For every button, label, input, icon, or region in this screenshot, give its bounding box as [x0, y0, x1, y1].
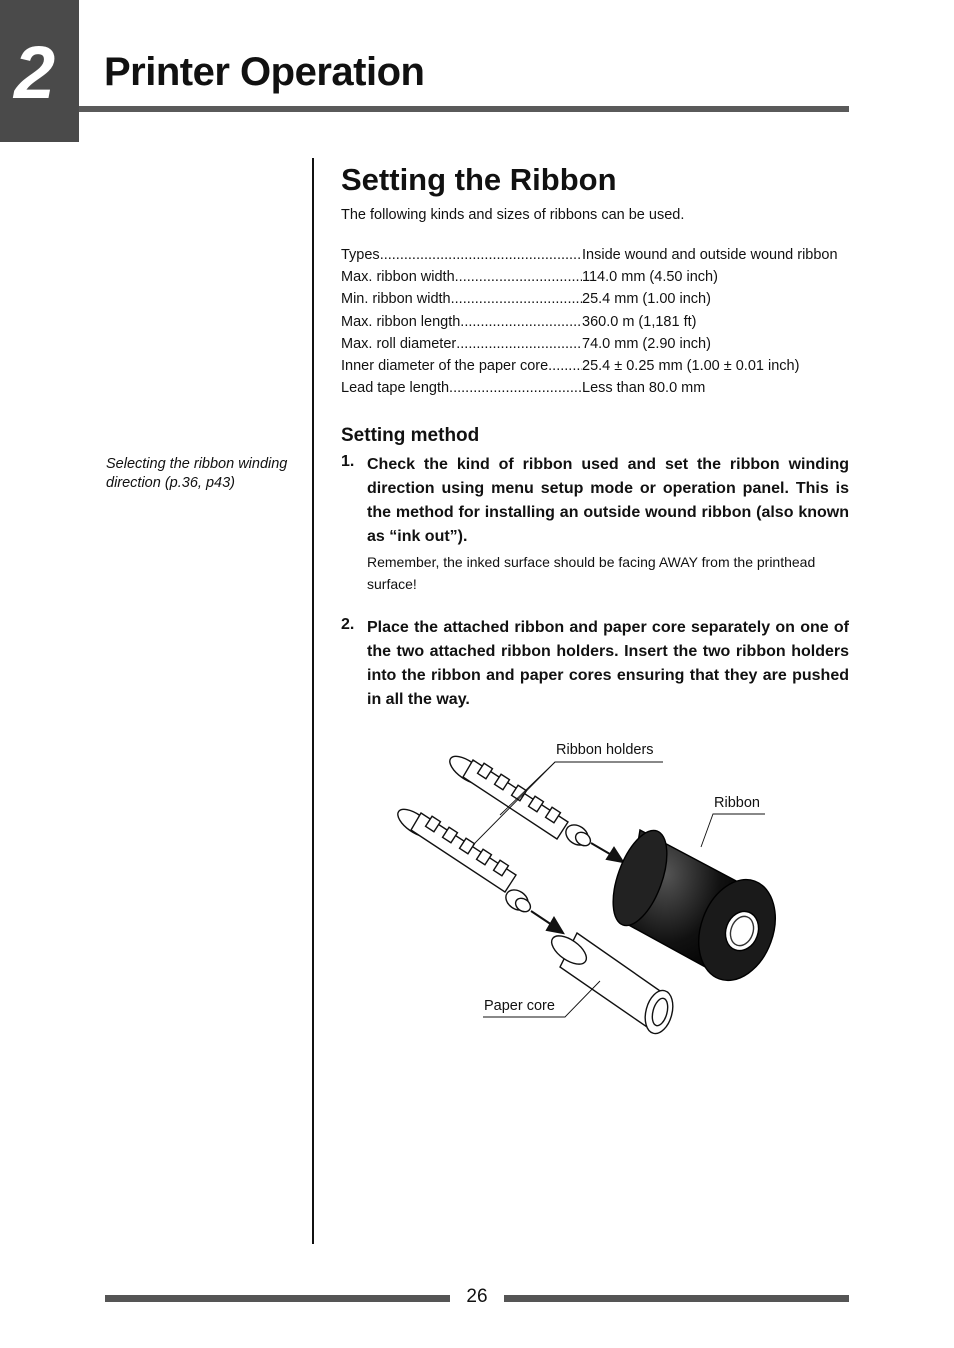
spec-value: 25.4 ± 0.25 mm (1.00 ± 0.01 inch) — [582, 357, 800, 374]
footer-rule-left — [105, 1295, 450, 1302]
sidebar-note: Selecting the ribbon winding direction (p.36, p43) — [106, 456, 288, 491]
label-ribbon: Ribbon — [714, 795, 760, 811]
step-text: Check the kind of ribbon used and set the ribbon winding direction using menu setup mode or operation panel. This is the method for installing an outside wound ribbon (also known as “ink out”). — [367, 456, 849, 545]
spec-row — [341, 311, 851, 333]
chapter-number: 2 — [14, 31, 56, 114]
section-intro: The following kinds and sizes of ribbons can be used. — [341, 207, 685, 223]
spec-row — [341, 266, 851, 288]
ribbon-roll — [602, 823, 788, 991]
paper-core — [547, 930, 677, 1036]
chapter-title-rule — [79, 106, 849, 112]
spec-label: Max. ribbon length — [341, 313, 461, 330]
insert-arrow-icon — [531, 843, 623, 933]
chapter-title: Printer Operation — [104, 50, 425, 94]
ribbon-installation-illustration — [385, 735, 825, 1055]
spec-value: Inside wound and outside wound ribbon — [582, 247, 838, 263]
footer-rule-right — [504, 1295, 849, 1302]
ribbon-holder-lower — [393, 804, 533, 914]
spec-row — [341, 355, 851, 377]
spec-label: Lead tape length — [341, 380, 450, 397]
step-1 — [341, 453, 849, 595]
section-title: Setting the Ribbon — [341, 162, 617, 197]
spec-value: 114.0 mm (4.50 inch) — [582, 269, 718, 286]
spec-value: 25.4 mm (1.00 inch) — [582, 291, 711, 308]
spec-value: Less than 80.0 mm — [582, 380, 706, 397]
spec-row — [341, 244, 851, 266]
spec-value: 74.0 mm (2.90 inch) — [582, 335, 711, 352]
spec-row — [341, 288, 851, 310]
label-ribbon-holders: Ribbon holders — [556, 742, 654, 758]
column-divider — [312, 158, 314, 1244]
spec-label: Inner diameter of the paper core — [341, 357, 549, 374]
step-number: 2. — [341, 616, 355, 633]
label-paper-core: Paper core — [484, 998, 555, 1014]
spec-label: Max. roll diameter — [341, 335, 457, 352]
spec-label: Max. ribbon width — [341, 269, 455, 286]
step-number: 1. — [341, 453, 355, 470]
spec-value: 360.0 m (1,181 ft) — [582, 313, 697, 330]
spec-label: Types — [341, 247, 380, 263]
ribbon-holder-upper — [445, 751, 593, 849]
spec-label: Min. ribbon width — [341, 291, 451, 308]
spec-list — [341, 244, 851, 399]
subsection-title: Setting method — [341, 425, 480, 446]
chapter-number-box — [0, 0, 79, 142]
step-text: Place the attached ribbon and paper core separately on one of the two attached ribbon holders. Insert the two ribbon holders into the ribbon and paper cores ensuring that they are pushed in all the way. — [367, 619, 849, 708]
spec-row — [341, 377, 851, 399]
step-2 — [341, 616, 849, 712]
page-number: 26 — [466, 1286, 488, 1307]
step-note: Remember, the inked surface should be facing AWAY from the printhead surface! — [367, 554, 816, 592]
spec-row — [341, 333, 851, 355]
